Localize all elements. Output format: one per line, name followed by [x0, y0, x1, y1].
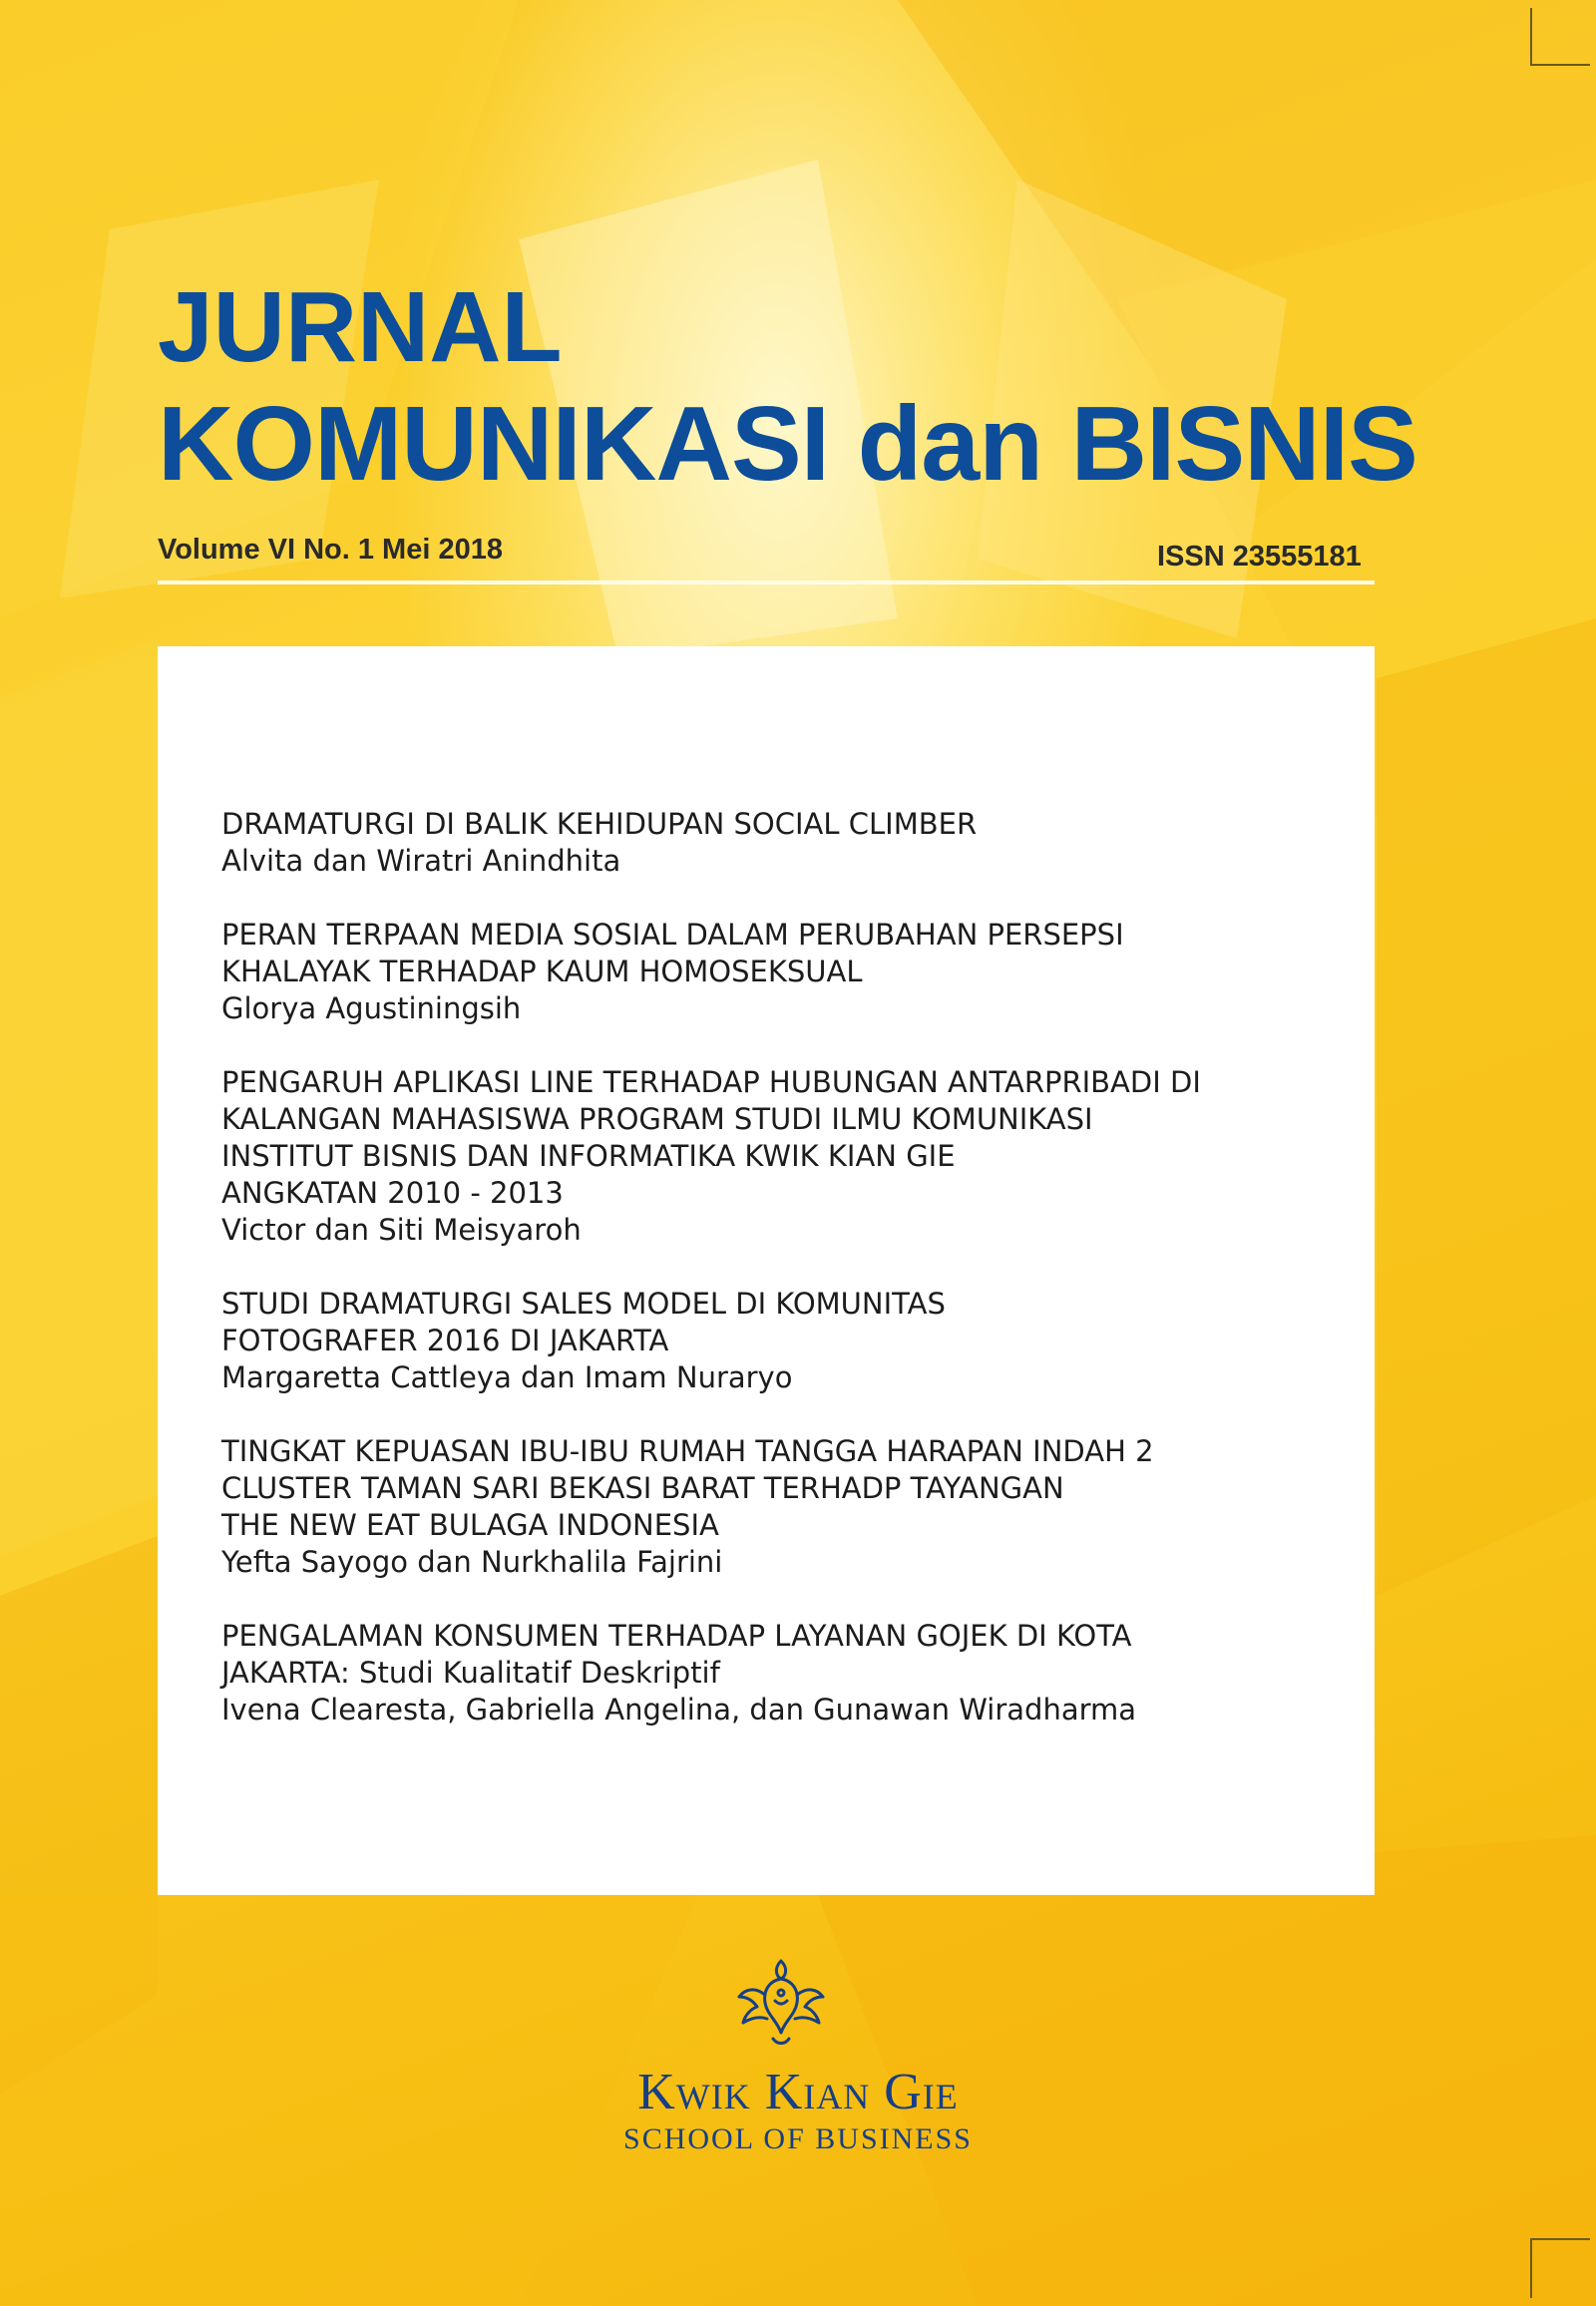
journal-title-line2: [158, 385, 1417, 503]
article-title: PERAN TERPAAN MEDIA SOSIAL DALAM PERUBAHAN PERSEPSI KHALAYAK TERHADAP KAUM HOMOSEKSUAL: [221, 918, 1124, 988]
article-authors: Alvita dan Wiratri Anindhita: [221, 844, 621, 878]
publisher-subtitle: SCHOOL OF BUSINESS: [623, 2122, 973, 2155]
journal-title-line1: JURNAL: [158, 271, 563, 383]
article-list: [221, 806, 1339, 1765]
table-of-contents: [158, 646, 1375, 1895]
article-2: [221, 917, 1339, 1027]
article-4: [221, 1286, 1339, 1396]
title-bisnis: BISNIS: [1042, 385, 1417, 503]
article-authors: Yefta Sayogo dan Nurkhalila Fajrini: [221, 1545, 723, 1579]
article-1: [221, 806, 1339, 880]
article-authors: Ivena Clearesta, Gabriella Angelina, dan Gunawan Wiradharma: [221, 1693, 1137, 1727]
article-authors: Margaretta Cattleya dan Imam Nuraryo: [221, 1360, 793, 1394]
volume-info: Volume VI No. 1 Mei 2018: [158, 534, 503, 566]
crop-mark-bottom-right-v: [1530, 2238, 1532, 2298]
crop-mark-top-right-h: [1530, 64, 1590, 66]
article-title: PENGARUH APLIKASI LINE TERHADAP HUBUNGAN ANTARPRIBADI DI KALANGAN MAHASISWA PROGRAM STUDI ILMU KOMUNIKASI INSTITUT BISNIS DAN INFORMATIKA KWIK KIAN GIE ANGKATAN 2010 - 2013: [221, 1065, 1201, 1210]
crop-mark-top-right-v: [1530, 8, 1532, 64]
article-3: [221, 1064, 1339, 1249]
garuda-emblem-icon: [733, 1955, 829, 2051]
crop-mark-bottom-right-h: [1530, 2238, 1590, 2240]
article-authors: Victor dan Siti Meisyaroh: [221, 1213, 582, 1247]
title-komunikasi: KOMUNIKASI: [158, 385, 858, 503]
article-title: DRAMATURGI DI BALIK KEHIDUPAN SOCIAL CLIMBER: [221, 807, 978, 841]
issn: ISSN 23555181: [1157, 541, 1362, 573]
article-5: [221, 1433, 1339, 1581]
article-title: TINGKAT KEPUASAN IBU-IBU RUMAH TANGGA HARAPAN INDAH 2 CLUSTER TAMAN SARI BEKASI BARAT TERHADP TAYANGAN THE NEW EAT BULAGA INDONESIA: [221, 1434, 1154, 1542]
title-dan: dan: [857, 385, 1043, 503]
article-6: [221, 1618, 1339, 1729]
article-title: PENGALAMAN KONSUMEN TERHADAP LAYANAN GOJEK DI KOTA JAKARTA: Studi Kualitatif Deskriptif: [221, 1619, 1132, 1690]
publisher-name: Kwik Kian Gie: [637, 2064, 959, 2120]
article-title: STUDI DRAMATURGI SALES MODEL DI KOMUNITAS FOTOGRAFER 2016 DI JAKARTA: [221, 1287, 946, 1357]
article-authors: Glorya Agustiningsih: [221, 991, 522, 1025]
title-divider: [158, 580, 1375, 584]
